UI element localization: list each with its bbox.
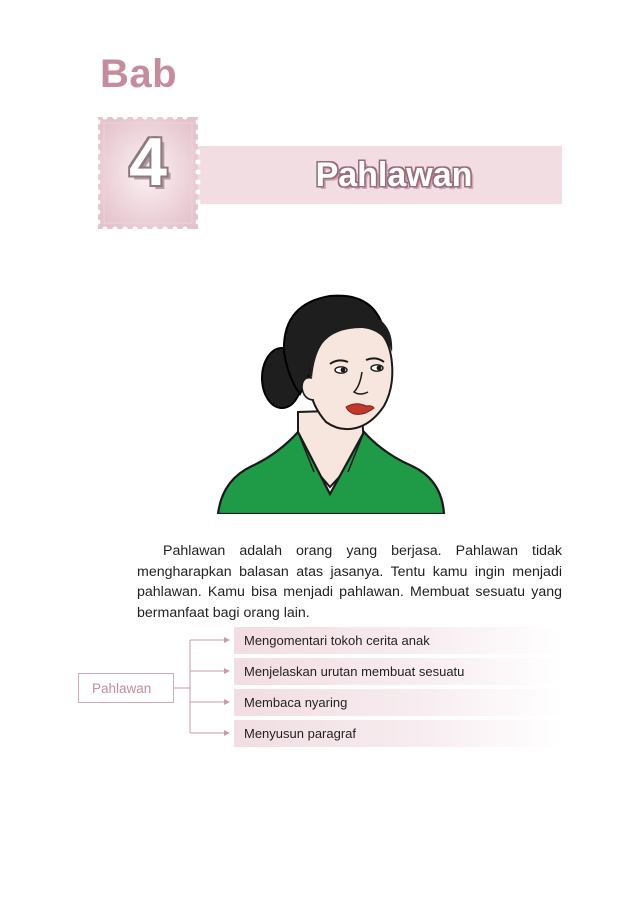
concept-map-item: Menjelaskan urutan membuat sesuatu [234,658,562,685]
woman-portrait-icon [160,282,500,514]
chapter-title: Pahlawan [315,156,473,194]
concept-map-item: Menyusun paragraf [234,720,562,747]
intro-paragraph: Pahlawan adalah orang yang berjasa. Pahlawan tidak mengharapkan balasan atas jasanya. Tentu kamu ingin menjadi pahlawan. Kamu bisa menjadi pahlawan. Membuat sesuatu yang bermanfaat bagi orang lain. [137,543,562,621]
chapter-label: Bab [100,52,178,96]
chapter-number: 4 [129,124,167,200]
concept-map-root: Pahlawan [78,673,174,703]
concept-map-item: Membaca nyaring [234,689,562,716]
concept-map-item: Mengomentari tokoh cerita anak [234,627,562,654]
